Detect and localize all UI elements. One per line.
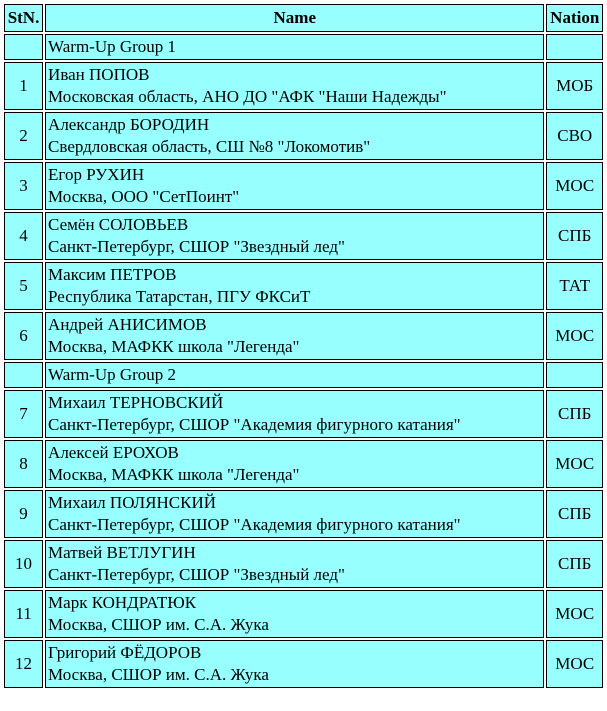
skater-cell bbox=[45, 262, 544, 310]
skater-club: Санкт-Петербург, СШОР "Звездный лед" bbox=[48, 565, 345, 584]
group-empty-cell bbox=[546, 34, 603, 60]
skater-cell bbox=[45, 162, 544, 210]
nation-code: МОС bbox=[546, 440, 603, 488]
skater-name: Андрей АНИСИМОВ bbox=[48, 315, 207, 334]
skater-cell bbox=[45, 212, 544, 260]
start-number: 6 bbox=[4, 312, 43, 360]
skater-name: Алексей ЕРОХОВ bbox=[48, 443, 179, 462]
skater-club: Москва, МАФКК школа "Легенда" bbox=[48, 337, 300, 356]
skater-name: Михаил ПОЛЯНСКИЙ bbox=[48, 493, 216, 512]
start-number: 9 bbox=[4, 490, 43, 538]
table-row bbox=[4, 490, 603, 538]
start-number: 3 bbox=[4, 162, 43, 210]
start-number: 7 bbox=[4, 390, 43, 438]
nation-code: СПБ bbox=[546, 390, 603, 438]
nation-code: МОС bbox=[546, 312, 603, 360]
table-row bbox=[4, 540, 603, 588]
table-row bbox=[4, 262, 603, 310]
warmup-group-row bbox=[4, 34, 603, 60]
group-title: Warm-Up Group 2 bbox=[45, 362, 544, 388]
warmup-group-row bbox=[4, 362, 603, 388]
nation-code: СПБ bbox=[546, 540, 603, 588]
skater-name: Егор РУХИН bbox=[48, 165, 145, 184]
group-empty-cell bbox=[4, 362, 43, 388]
skater-cell bbox=[45, 590, 544, 638]
table-header bbox=[4, 4, 603, 32]
skater-cell bbox=[45, 440, 544, 488]
header-row bbox=[4, 4, 603, 32]
table-row bbox=[4, 440, 603, 488]
table-row bbox=[4, 62, 603, 110]
skater-name: Иван ПОПОВ bbox=[48, 65, 150, 84]
skater-club: Санкт-Петербург, СШОР "Академия фигурного катания" bbox=[48, 415, 461, 434]
skater-club: Москва, СШОР им. С.А. Жука bbox=[48, 665, 269, 684]
nation-code: СВО bbox=[546, 112, 603, 160]
skater-name: Михаил ТЕРНОВСКИЙ bbox=[48, 393, 224, 412]
skater-cell bbox=[45, 112, 544, 160]
start-number: 8 bbox=[4, 440, 43, 488]
skater-cell bbox=[45, 62, 544, 110]
table-row bbox=[4, 640, 603, 688]
skater-name: Максим ПЕТРОВ bbox=[48, 265, 177, 284]
skater-cell bbox=[45, 540, 544, 588]
skater-club: Санкт-Петербург, СШОР "Звездный лед" bbox=[48, 237, 345, 256]
skater-name: Григорий ФЁДОРОВ bbox=[48, 643, 202, 662]
skater-cell bbox=[45, 312, 544, 360]
nation-code: МОБ bbox=[546, 62, 603, 110]
header-name: Name bbox=[45, 4, 544, 32]
start-number: 12 bbox=[4, 640, 43, 688]
header-stn: StN. bbox=[4, 4, 43, 32]
skater-club: Республика Татарстан, ПГУ ФКСиТ bbox=[48, 287, 311, 306]
nation-code: МОС bbox=[546, 640, 603, 688]
start-number: 2 bbox=[4, 112, 43, 160]
skater-cell bbox=[45, 640, 544, 688]
start-number: 5 bbox=[4, 262, 43, 310]
table-body bbox=[4, 34, 603, 688]
group-empty-cell bbox=[546, 362, 603, 388]
skater-name: Семён СОЛОВЬЕВ bbox=[48, 215, 189, 234]
starting-order-table bbox=[2, 2, 605, 690]
skater-club: Московская область, АНО ДО "АФК "Наши Надежды" bbox=[48, 87, 447, 106]
table-row bbox=[4, 212, 603, 260]
skater-cell bbox=[45, 390, 544, 438]
table-row bbox=[4, 312, 603, 360]
skater-club: Свердловская область, СШ №8 "Локомотив" bbox=[48, 137, 371, 156]
start-number: 1 bbox=[4, 62, 43, 110]
nation-code: ТАТ bbox=[546, 262, 603, 310]
table-row bbox=[4, 390, 603, 438]
skater-club: Москва, СШОР им. С.А. Жука bbox=[48, 615, 269, 634]
nation-code: СПБ bbox=[546, 490, 603, 538]
group-empty-cell bbox=[4, 34, 43, 60]
skater-club: Санкт-Петербург, СШОР "Академия фигурного катания" bbox=[48, 515, 461, 534]
skater-name: Марк КОНДРАТЮК bbox=[48, 593, 197, 612]
header-nation: Nation bbox=[546, 4, 603, 32]
table-row bbox=[4, 162, 603, 210]
start-number: 10 bbox=[4, 540, 43, 588]
nation-code: МОС bbox=[546, 590, 603, 638]
skater-club: Москва, МАФКК школа "Легенда" bbox=[48, 465, 300, 484]
table-row bbox=[4, 112, 603, 160]
start-number: 4 bbox=[4, 212, 43, 260]
table-row bbox=[4, 590, 603, 638]
nation-code: МОС bbox=[546, 162, 603, 210]
skater-cell bbox=[45, 490, 544, 538]
skater-club: Москва, ООО "СетПоинт" bbox=[48, 187, 240, 206]
skater-name: Александр БОРОДИН bbox=[48, 115, 210, 134]
group-title: Warm-Up Group 1 bbox=[45, 34, 544, 60]
skater-name: Матвей ВЕТЛУГИН bbox=[48, 543, 196, 562]
start-number: 11 bbox=[4, 590, 43, 638]
nation-code: СПБ bbox=[546, 212, 603, 260]
